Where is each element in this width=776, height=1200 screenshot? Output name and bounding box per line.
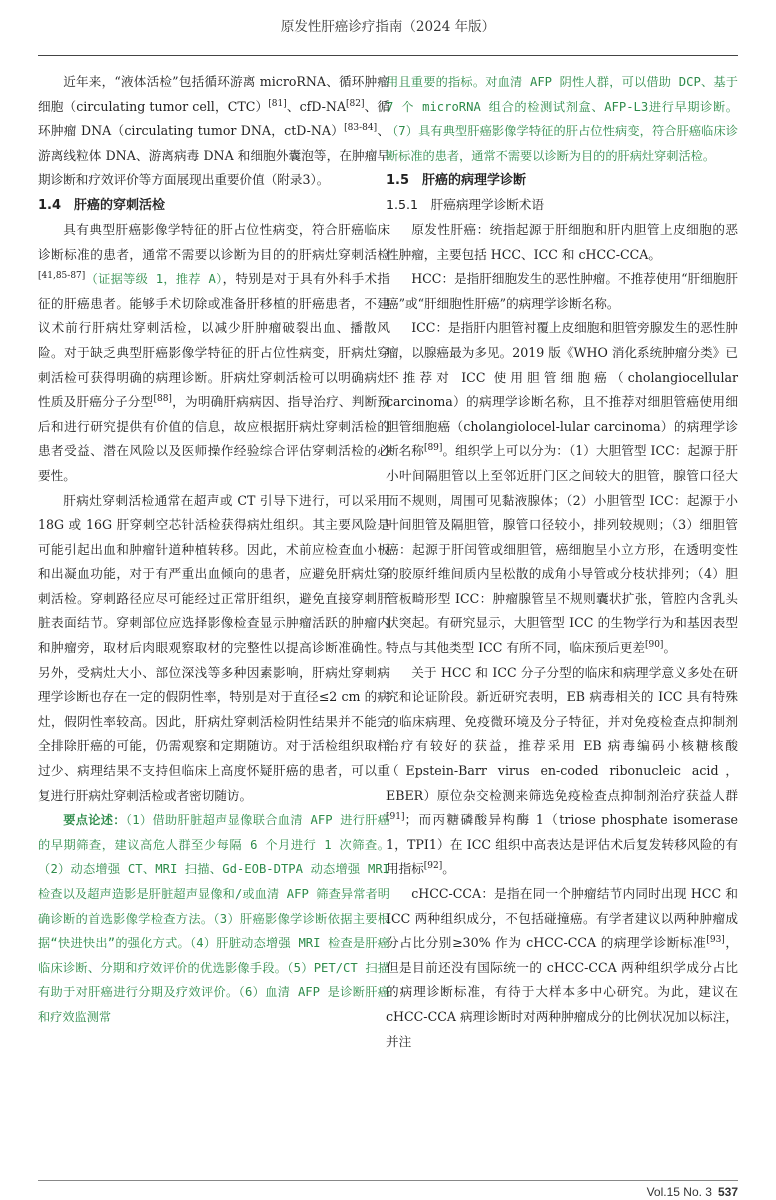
section-heading-1-4: 1.4 肝癌的穿刺活检 [38,197,166,213]
paragraph-liquid-biopsy: 近年来，“液体活检”包括循环游离 microRNA、循环肿瘤细胞（circulating tumor cell，CTC）[81]、cfD-NA[82]、循环肿瘤 DNA（circulating tumor DNA，ctD-NA）[83-84]、游离线粒体 DNA、游离病毒 DNA 和细胞外囊泡等，在肿瘤早期诊断和疗效评价等方面展现出重要价值（附录3）。 [38,74,390,188]
right-column [386,70,738,1054]
paragraph-molecular-typing: 关于 HCC 和 ICC 分子分型的临床和病理学意义多处在研究和论证阶段。新近研究表明，EB 病毒相关的 ICC 具有特殊的临床病理、免疫微环境及分子特征，并对免疫检查点抑制剂治疗有较好的获益，推荐采用 EB 病毒编码小核糖核酸（Epstein-Barr virus en-coded ribonucleic acid，EBER）原位杂交检测来筛选免疫检查点抑制剂治疗获益人群[91]；而丙糖磷酸异构酶 1（triose phosphate isomerase 1，TPI1）在 ICC 组织中高表达是评估术后复发转移风险的有用指标[92]。 [386,664,738,877]
key-points-block [38,808,390,1029]
citation: [90] [644,639,664,650]
page-number: 537 [717,1185,738,1199]
key-points-continued: 用且重要的指标。对血清 AFP 阴性人群，可以借助 DCP、基于 7 个 microRNA 组合的检测试剂盒、AFP-L3进行早期诊断。（7）具有典型肝癌影像学特征的肝占位性病变，符合肝癌临床诊断标准的患者，通常不需要以诊断为目的的肝病灶穿刺活检。 [386,75,738,163]
subsection-heading-1-5-1: 1.5.1 肝癌病理学诊断术语 [386,197,544,213]
citation: [82] [346,98,365,109]
citation: [41,85-87] [38,270,86,281]
citation: [83-84] [344,123,378,133]
citation: [93] [706,935,725,945]
paragraph-biopsy-procedure: 肝病灶穿刺活检通常在超声或 CT 引导下进行，可以采用 18G 或 16G 肝穿刺空芯针活检获得病灶组织。其主要风险是可能引起出血和肿瘤针道种植转移。因此，术前应检查血小板和出凝血功能，对于有严重出血倾向的患者，应避免肝病灶穿刺活检。穿刺路径应尽可能经过正常肝组织，避免直接穿刺肝脏表面结节。穿刺部位应选择影像检查显示肿瘤活跃的肿瘤内和肿瘤旁，取材后肉眼观察取材的完整性以提高诊断准确性。另外，受病灶大小、部位深浅等多种因素影响，肝病灶穿刺病理学诊断也存在一定的假阴性率，特别是对于直径≤2 cm 的病灶，假阴性率较高。因此，肝病灶穿刺活检阴性结果并不能完全排除肝癌的可能，仍需观察和定期随访。对于活检组织取样过少、病理结果不支持但临床上高度怀疑肝癌的患者，可以重复进行肝病灶穿刺活检或者密切随访。 [38,492,390,803]
citation: [89] [423,443,443,454]
key-points-text: （1）借助肝脏超声显像联合血清 AFP 进行肝癌的早期筛查，建议高危人群至少每隔 6 个月进行 1 次筛查。（2）动态增强 CT、MRI 扫描、Gd-EOB-DTPA 动态增强 MRI 检查以及超声造影是肝脏超声显像和/或血清 AFP 筛查异常者明确诊断的首选影像学检查方法。（3）肝癌影像学诊断依据主要根据“快进快出”的强化方式。（4）肝脏动态增强 MRI 检查是肝癌临床诊断、分期和疗效评价的优选影像手段。（5）PET/CT 扫描有助于对肝癌进行分期及疗效评价。（6）血清 AFP 是诊断肝癌和疗效监测常 [38,813,390,1024]
paragraph-biopsy-indication: 具有典型肝癌影像学特征的肝占位性病变，符合肝癌临床诊断标准的患者，通常不需要以诊断为目的的肝病灶穿刺活检[41,85-87]（证据等级 1，推荐 A），特别是对于具有外科手术指征的肝癌患者。能够手术切除或准备肝移植的肝癌患者，不建议术前行肝病灶穿刺活检，以减少肝肿瘤破裂出血、播散风险。对于缺乏典型肝癌影像学特征的肝占位性病变，肝病灶穿刺活检可获得明确的病理诊断。肝病灶穿刺活检可以明确病灶性质及肝癌分子分型[88]，为明确肝病病因、指导治疗、判断预后和进行研究提供有价值的信息，故应根据肝病灶穿刺活检的患者受益、潜在风险以及医师操作经验综合评估穿刺活检的必要性。 [38,221,391,483]
paragraph-chcc-cca: cHCC-CCA：是指在同一个肿瘤结节内同时出现 HCC 和 ICC 两种组织成分，不包括碰撞癌。有学者建议以两种肿瘤成分占比分别≥30% 作为 cHCC-CCA 的病理学诊断标准[93]，但是目前还没有国际统一的 cHCC-CCA 两种组织学成分占比的病理诊断标准，有待于大样本多中心研究。为此，建议在 cHCC-CCA 病理诊断时对两种肿瘤成分的比例状况加以标注，并注 [386,886,739,1049]
key-points-label: 要点论述： [63,813,126,828]
citation: [91] [386,812,405,823]
paragraph-primary-liver-cancer: 原发性肝癌：统指起源于肝细胞和肝内胆管上皮细胞的恶性肿瘤，主要包括 HCC、ICC 和 cHCC-CCA。 [386,221,738,262]
paragraph-hcc: HCC：是指肝细胞发生的恶性肿瘤。不推荐使用“肝细胞肝癌”或“肝细胞性肝癌”的病理学诊断名称。 [386,271,738,311]
footer-divider [38,1180,738,1181]
page-footer [647,1185,738,1199]
citation: [88] [153,393,172,404]
section-heading-1-5: 1.5 肝癌的病理学诊断 [386,173,527,189]
volume-label: Vol.15 No. 3 [646,1185,712,1199]
evidence-level: （证据等级 1，推荐 A） [85,272,223,287]
header-divider [38,55,738,56]
paragraph-icc: ICC：是指肝内胆管衬覆上皮细胞和胆管旁腺发生的恶性肿瘤，以腺癌最为多见。2019 版《WHO 消化系统肿瘤分类》已不推荐对 ICC 使用胆管细胞癌（cholangiocellular carcinoma）的病理学诊断名称，且不推荐对细胆管癌使用细胆管细胞癌（cholangiolocel-lular carcinoma）的病理学诊断名称[89]。组织学上可以分为：（1）大胆管型 ICC：起源于肝小叶间隔胆管以上至邻近肝门区之间较大的胆管，腺管口径大而不规则，周围可见黏液腺体；（2）小胆管型 ICC：起源于小叶间胆管及隔胆管，腺管口径较小，排列较规则；（3）细胆管癌：起源于肝闰管或细胆管，癌细胞呈小立方形，在透明变性的胶原纤维间质内呈松散的成角小导管或分枝状排列；（4）胆管板畸形型 ICC：肿瘤腺管呈不规则囊状扩张，管腔内含乳头状突起。有研究显示，大胆管型 ICC 的生物学行为和基因表型特点与其他类型 ICC 有所不同，临床预后更差[90]。 [386,320,739,656]
citation: [81] [268,98,287,109]
running-header: 原发性肝癌诊疗指南（2024 年版） [280,19,496,35]
citation: [92] [423,861,443,872]
left-column [38,70,390,1030]
